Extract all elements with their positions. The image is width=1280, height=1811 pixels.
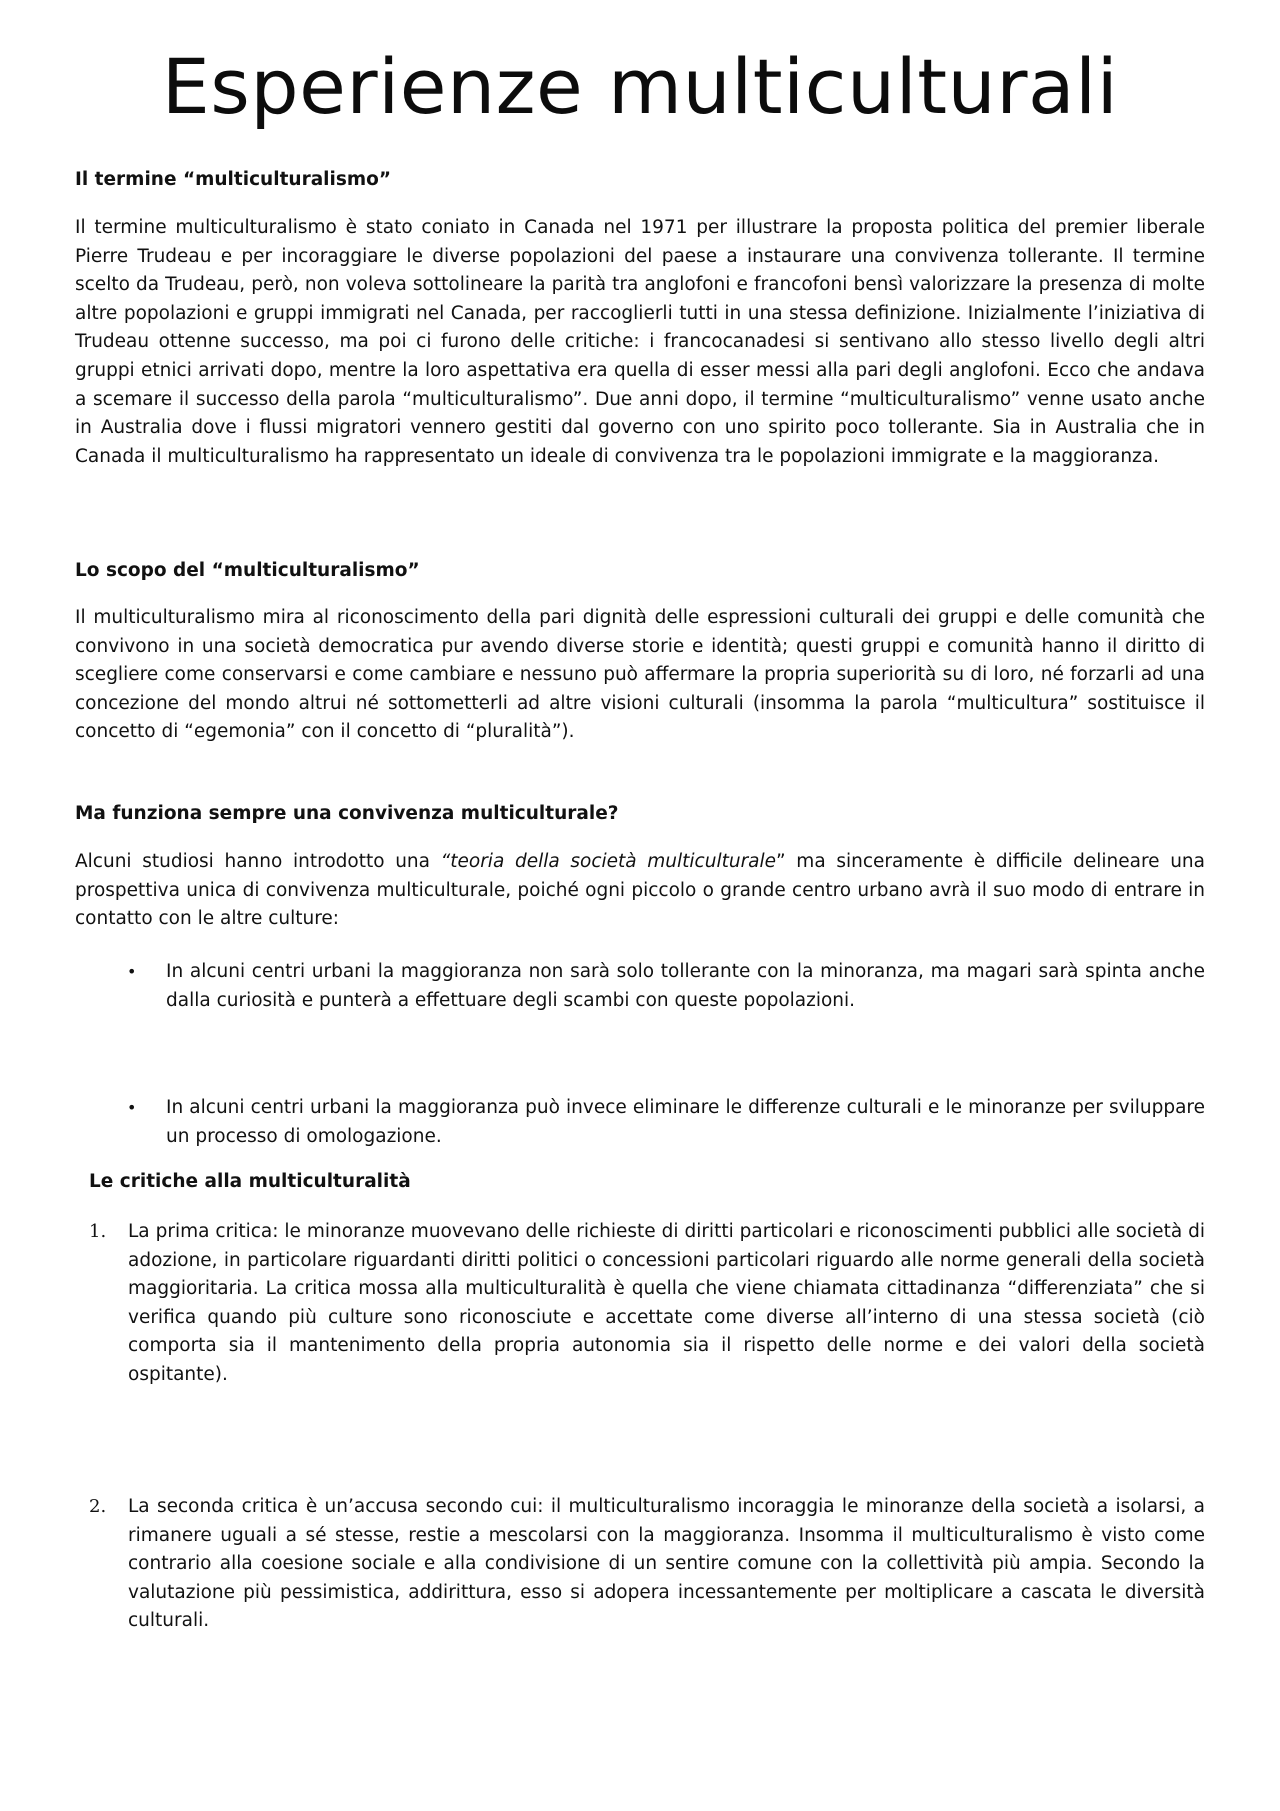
item-text: La seconda critica è un’accusa secondo cui: il multiculturalismo incoraggia le minoranze della società a isolarsi, a rimanere uguali a sé stesse, restie a mescolarsi con la maggioranza. Insomma il multiculturalismo è visto come contrario alla coesione sociale e alla condivisione di un sentire comune con la collettività più ampia. Secondo la valutazione più pessimistica, addirittura, esso si adopera incessantemente per moltiplicare a cascata le diversità culturali. [128,1496,1205,1632]
section-heading-critiche: Le critiche alla multiculturalità [89,1171,411,1192]
item-text: La prima critica: le minoranze muovevano delle richieste di diritti particolari e riconoscimenti pubblici alle società di adozione, in particolare riguardanti diritti politici o concessioni particolari riguardo alle norme generali della società maggioritaria. La critica mossa alla multiculturalità è quella che viene chiamata cittadinanza “differenziata” che si verifica quando più culture sono riconosciute e accettate come diverse all’interno di una stessa società (ciò comporta sia il mantenimento della propria autonomia sia il rispetto delle norme e dei valori della società ospitante). [128,1221,1205,1385]
section-paragraph-scopo: Il multiculturalismo mira al riconoscimento della pari dignità delle espressioni culturali dei gruppi e delle comunità che convivono in una società democratica pur avendo diverse storie e identità; questi gruppi e comunità hanno il diritto di scegliere come conservarsi e come cambiare e nessuno può affermare la propria superiorità su di loro, né forzarli ad una concezione del mondo altrui né sottometterli ad altre visioni culturali (insomma la parola “multicultura” sostituisce il concetto di “egemonia” con il concetto di “pluralità”). [75,607,1205,743]
item-number: 2. [89,1496,107,1517]
section-heading-scopo: Lo scopo del “multiculturalismo” [75,560,420,581]
bullet-text: In alcuni centri urbani la maggioranza può invece eliminare le differenze culturali e le minoranze per sviluppare un processo di omologazione. [166,1097,1205,1147]
section-paragraph-convivenza [75,848,1205,934]
bullet-icon: • [127,962,137,981]
bullet-icon: • [127,1098,137,1117]
paragraph-text-after: ” ma sinceramente è difficile delineare una prospettiva unica di convivenza multiculturale, poiché ogni piccolo o grande centro urbano avrà il suo modo di entrare in contatto con le altre culture: [75,851,1205,930]
item-number: 1. [89,1221,107,1242]
paragraph-text-italic: “teoria della società multiculturale [440,851,777,872]
section-paragraph-termine: Il termine multiculturalismo è stato coniato in Canada nel 1971 per illustrare la proposta politica del premier liberale Pierre Trudeau e per incoraggiare le diverse popolazioni del paese a instaurare una convivenza tollerante. Il termine scelto da Trudeau, però, non voleva sottolineare la parità tra anglofoni e francofoni bensì valorizzare la presenza di molte altre popolazioni e gruppi immigrati nel Canada, per raccoglierli tutti in una stessa definizione. Inizialmente l’iniziativa di Trudeau ottenne successo, ma poi ci furono delle critiche: i francocanadesi si sentivano allo stesso livello degli altri gruppi etnici arrivati dopo, mentre la loro aspettativa era quella di esser messi alla pari degli anglofoni. Ecco che andava a scemare il successo della parola “multiculturalismo”. Due anni dopo, il termine “multiculturalismo” venne usato anche in Australia dove i flussi migratori vennero gestiti dal governo con uno spirito poco tollerante. Sia in Australia che in Canada il multiculturalismo ha rappresentato un ideale di convivenza tra le popolazioni immigrate e la maggioranza. [75,217,1205,467]
document-title: Esperienze multiculturali [161,42,1119,131]
section-heading-termine: Il termine “multiculturalismo” [75,169,392,190]
section-heading-convivenza: Ma funziona sempre una convivenza multiculturale? [75,803,619,824]
bullet-text: In alcuni centri urbani la maggioranza non sarà solo tollerante con la minoranza, ma magari sarà spinta anche dalla curiosità e punterà a effettuare degli scambi con queste popolazioni. [166,961,1205,1011]
document-page [75,0,1205,1632]
paragraph-text-before: Alcuni studiosi hanno introdotto una [75,851,441,872]
